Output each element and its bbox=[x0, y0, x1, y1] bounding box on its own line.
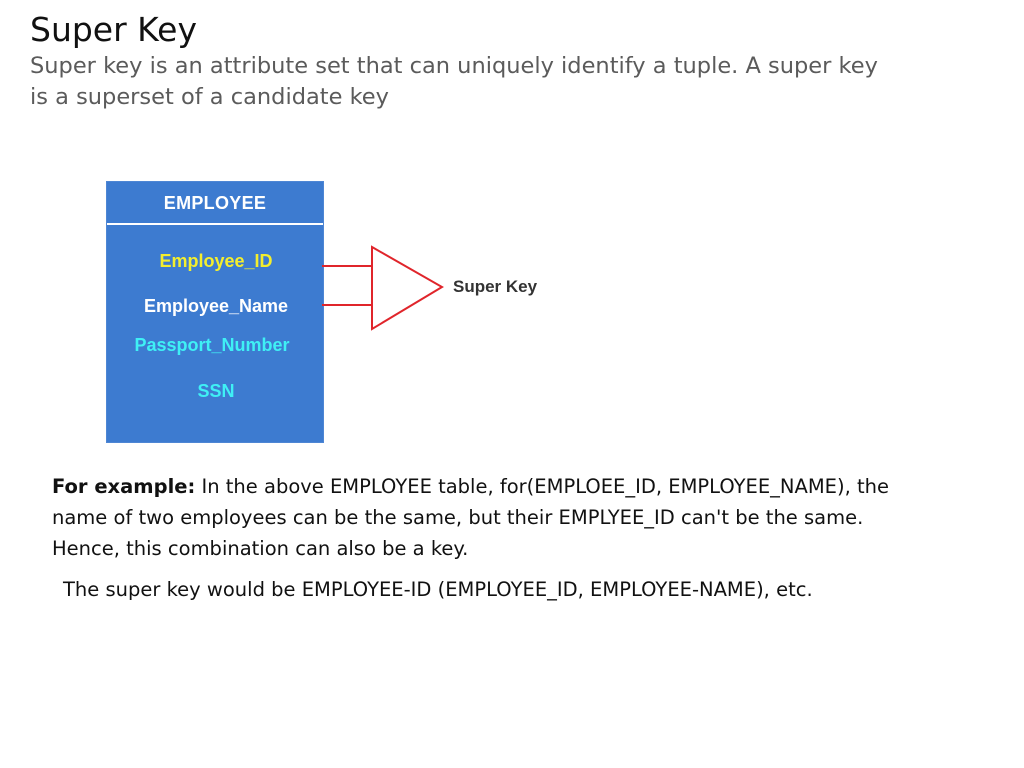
example-line-1 bbox=[52, 471, 972, 502]
employee-entity-box bbox=[106, 181, 324, 443]
example-paragraph bbox=[52, 471, 972, 564]
example-line-2: name of two employees can be the same, but their EMPLYEE_ID can't be the same. bbox=[52, 506, 864, 529]
slide-title: Super Key bbox=[30, 10, 197, 49]
example-line-1-text: In the above EMPLOYEE table, for(EMPLOEE_ID, EMPLOYEE_NAME), the bbox=[195, 475, 890, 498]
bracket-arrow-icon bbox=[322, 241, 452, 336]
attribute-employee-name: Employee_Name bbox=[143, 296, 289, 316]
entity-header: EMPLOYEE bbox=[107, 182, 323, 225]
conclusion-text: The super key would be EMPLOYEE-ID (EMPLOYEE_ID, EMPLOYEE-NAME), etc. bbox=[63, 578, 813, 601]
super-key-label: Super Key bbox=[453, 277, 538, 296]
attribute-ssn: SSN bbox=[197, 381, 235, 401]
slide-subtitle bbox=[30, 51, 960, 113]
example-line-3: Hence, this combination can also be a key. bbox=[52, 537, 469, 560]
subtitle-line: is a superset of a candidate key bbox=[30, 84, 389, 110]
subtitle-line: Super key is an attribute set that can uniquely identify a tuple. A super key bbox=[30, 53, 878, 79]
super-key-diagram bbox=[106, 181, 566, 443]
example-lead: For example: bbox=[52, 475, 196, 498]
attribute-passport-number: Passport_Number bbox=[134, 335, 290, 355]
attribute-employee-id: Employee_ID bbox=[159, 251, 273, 271]
